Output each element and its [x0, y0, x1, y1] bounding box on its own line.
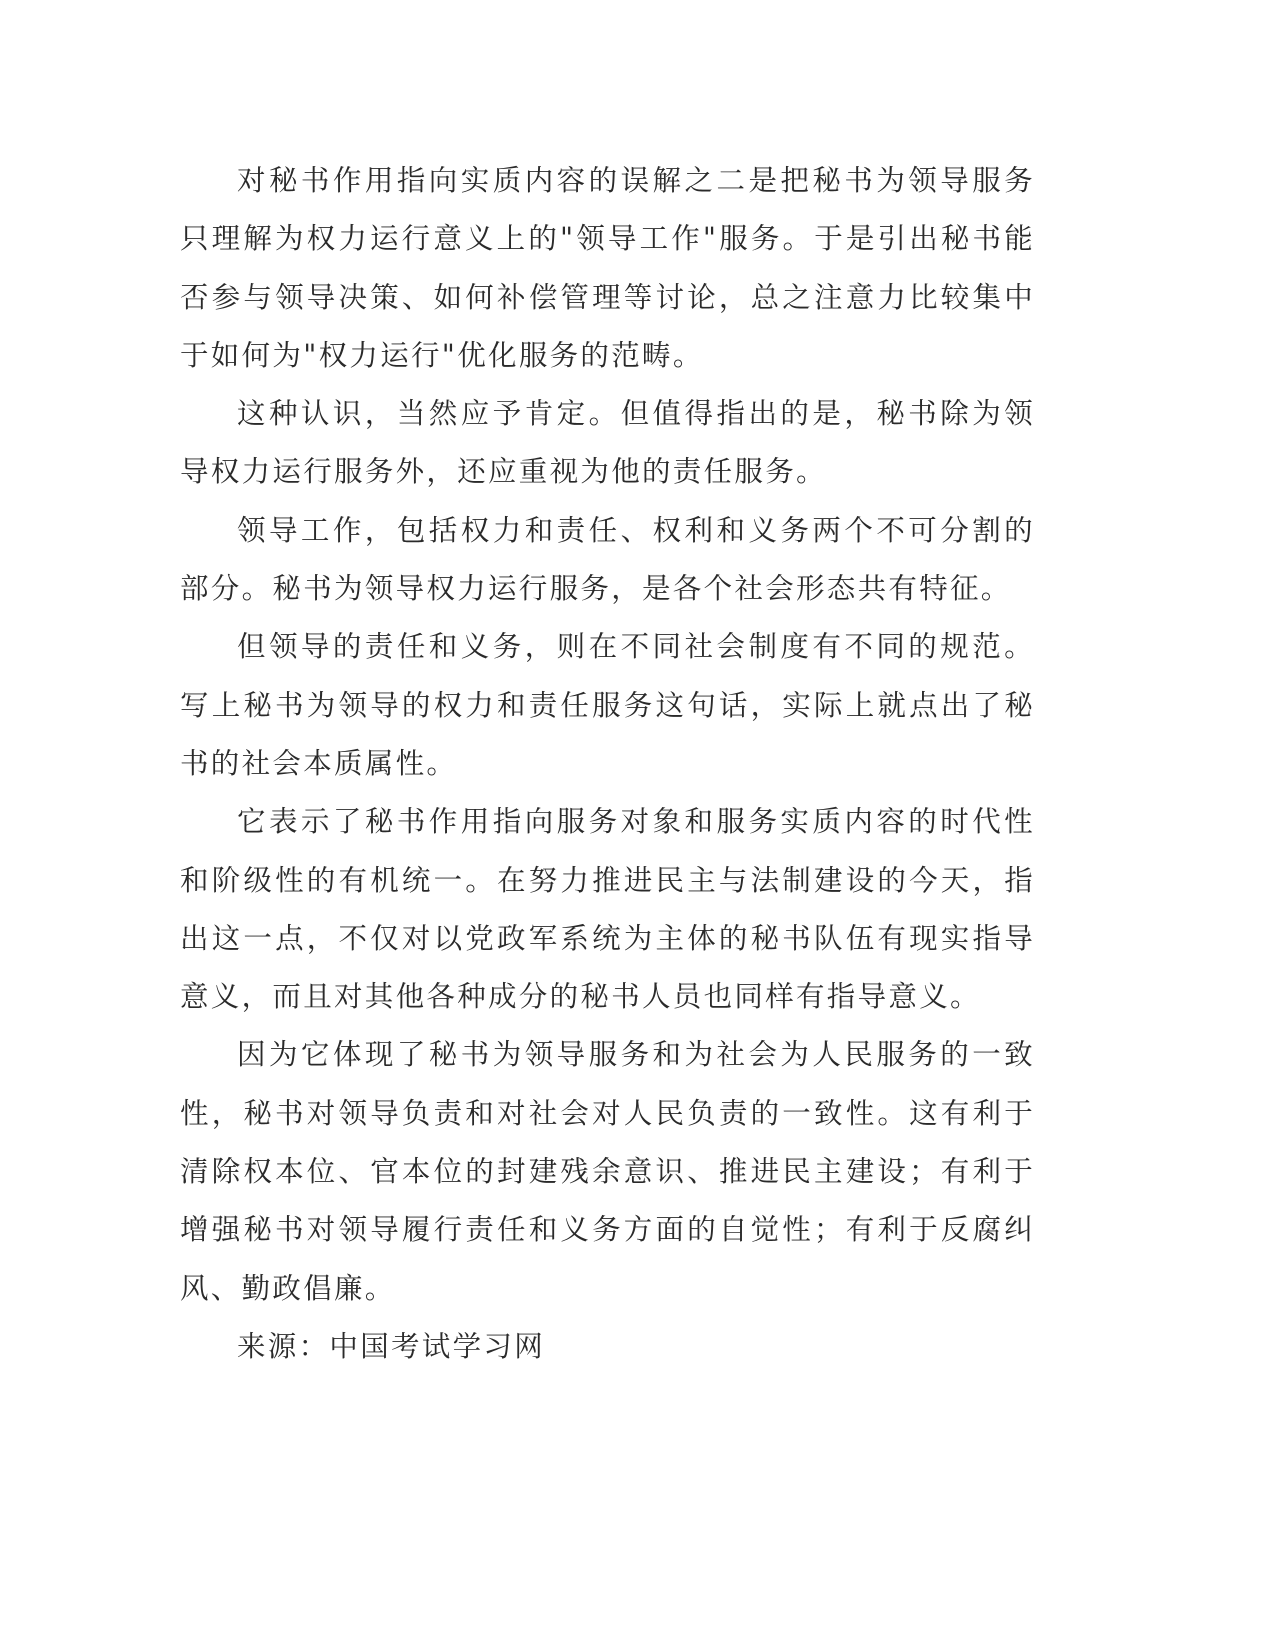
paragraph: 它表示了秘书作用指向服务对象和服务实质内容的时代性和阶级性的有机统一。在努力推进民主与法制建设的今天，指出这一点，不仅对以党政军系统为主体的秘书队伍有现实指导意义，而且对其他各种成分的秘书人员也同样有指导意义。 — [180, 805, 1035, 1014]
paragraph: 对秘书作用指向实质内容的误解之二是把秘书为领导服务只理解为权力运行意义上的"领导工作"服务。于是引出秘书能否参与领导决策、如何补偿管理等讨论，总之注意力比较集中于如何为"权力运行"优化服务的范畴。 — [180, 164, 1035, 372]
paragraph: 领导工作，包括权力和责任、权利和义务两个不可分割的部分。秘书为领导权力运行服务，是各个社会形态共有特征。 — [180, 513, 1035, 606]
document-body — [180, 152, 1035, 1376]
paragraph: 因为它体现了秘书为领导服务和为社会为人民服务的一致性，秘书对领导负责和对社会对人民负责的一致性。这有利于清除权本位、官本位的封建残余意识、推进民主建设；有利于增强秘书对领导履行责任和义务方面的自觉性；有利于反腐纠风、勤政倡廉。 — [180, 1038, 1035, 1305]
paragraph: 这种认识，当然应予肯定。但值得指出的是，秘书除为领导权力运行服务外，还应重视为他的责任服务。 — [180, 397, 1035, 489]
source-line: 来源：中国考试学习网 — [237, 1329, 546, 1363]
paragraph: 但领导的责任和义务，则在不同社会制度有不同的规范。写上秘书为领导的权力和责任服务这句话，实际上就点出了秘书的社会本质属性。 — [180, 630, 1035, 780]
